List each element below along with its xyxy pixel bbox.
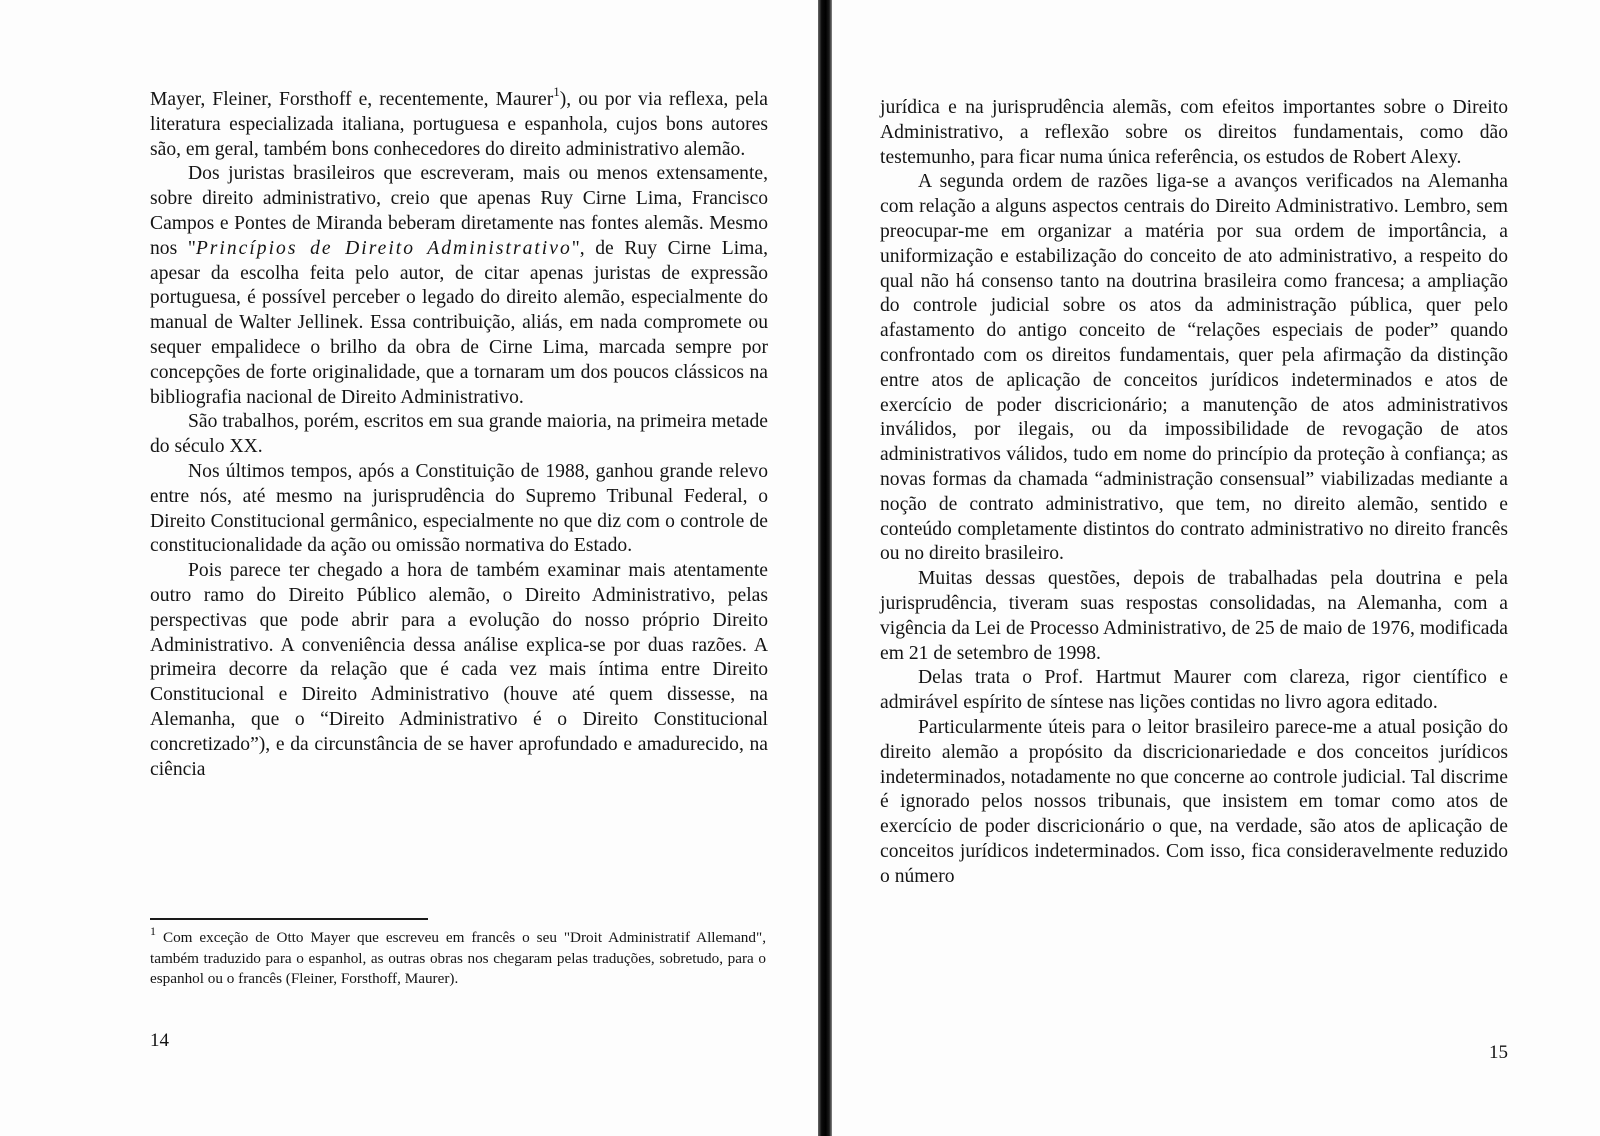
book-gutter [818,0,832,1136]
paragraph: Nos últimos tempos, após a Constituição de 1988, ganhou grande relevo entre nós, até mesmo na jurisprudência do Supremo Tribunal Federal, o Direito Constitucional germânico, especialmente no que diz com o controle de constitucionalidade da ação ou omissão normativa do Estado. [150,460,768,557]
left-page-body [150,84,768,782]
footnote-marker: 1 [150,923,156,938]
page-number: 15 [1489,1042,1508,1063]
paragraph: Particularmente úteis para o leitor brasileiro parece-me a atual posição do direito alemão a propósito da discricionariedade e dos conceitos jurídicos indeterminados, notadamente no que concerne ao controle judicial. Tal discrime é ignorado pelos nossos tribunais, que insistem em tomar como atos de exercício de poder discricionário o que, na verdade, são atos de aplicação de conceitos jurídicos indeterminados. Com isso, fica consideravelmente reduzido o número [880,716,1508,887]
paragraph: Mayer, Fleiner, Forsthoff e, recentemente, Maurer$^1$), ou por via reflexa, pela literatura especializada italiana, portuguesa e espanhola, cujos bons autores são, em geral, também bons conhecedores do direito administrativo alemão. [150,84,768,160]
footnote [150,923,766,990]
paragraph: São trabalhos, porém, escritos em sua grande maioria, na primeira metade do século XX. [150,411,768,458]
right-page-body [880,96,1508,890]
paragraph: Dos juristas brasileiros que escreveram, mais ou menos extensamente, sobre direito administrativo, creio que apenas Ruy Cirne Lima, Francisco Campos e Pontes de Miranda beberam diretamente nas fontes alemãs. Mesmo nos "Princípios de Direito Administrativo", de Ruy Cirne Lima, apesar da escolha feita pelo autor, de citar apenas juristas de expressão portuguesa, é possível perceber o legado do direito alemão, especialmente do manual de Walter Jellinek. Essa contribuição, aliás, em nada compromete ou sequer empalidece o brilho da obra de Cirne Lima, marcada sempre por concepções de forte originalidade, que a tornaram um dos poucos clássicos na bibliografia nacional de Direito Administrativo. [150,163,768,408]
page-number: 14 [150,1030,169,1051]
book-title-emphasis: Princípios de Direito Administrativo [195,237,572,259]
footnote-reference: 1 [553,84,560,100]
paragraph: Delas trata o Prof. Hartmut Maurer com clareza, rigor científico e admirável espírito de síntese nas lições contidas no livro agora editado. [880,667,1508,714]
right-page [832,0,1600,1136]
paragraph: Pois parece ter chegado a hora de também examinar mais atentamente outro ramo do Direito Público alemão, o Direito Administrativo, pelas perspectivas que pode abrir para a evolução do nosso próprio Direito Administrativo. A conveniência dessa análise explica-se por duas razões. A primeira decorre da relação que é cada vez mais íntima entre Direito Constitucional e Direito Administrativo (houve até quem dissesse, na Alemanha, que o “Direito Administrativo é o Direito Constitucional concretizado”), e da circunstância de se haver aprofundado e amadurecido, na ciência [150,560,768,780]
paragraph: jurídica e na jurisprudência alemãs, com efeitos importantes sobre o Direito Administrativo, a reflexão sobre os direitos fundamentais, como dão testemunho, para ficar numa única referência, os estudos de Robert Alexy. [880,97,1508,168]
paragraph: A segunda ordem de razões liga-se a avanços verificados na Alemanha com relação a alguns aspectos centrais do Direito Administrativo. Lembro, sem preocupar-me em organizar a matéria por sua ordem de importância, a uniformização e estabilização do conceito de ato administrativo, a respeito do qual não há consenso tanto na doutrina brasileira como francesa; a ampliação do controle judicial sobre os atos da administração pública, quer pelo afastamento do antigo conceito de “relações especiais de poder” quando confrontado com os direitos fundamentais, quer pela afirmação da distinção entre atos de aplicação de conceitos jurídicos indeterminados e atos de exercício de poder discricionário; a manutenção de atos administrativos inválidos, por ilegais, ou da impossibilidade de revogação de atos administrativos válidos, tudo em nome do princípio da proteção à confiança; as novas formas da chamada “administração consensual” viabilizadas mediante a noção de contrato administrativo, que tem, no direito alemão, sentido e conteúdo completamente distintos do contrato administrativo no direito francês ou no direito brasileiro. [880,171,1508,565]
footnote-divider [150,918,428,920]
footnote-text: Com exceção de Otto Mayer que escreveu em francês o seu "Droit Administratif Allemand", também traduzido para o espanhol, as outras obras nos chegaram pelas traduções, sobretudo, para o espanhol ou o francês (Fleiner, Forsthoff, Maurer). [150,929,766,988]
paragraph: Muitas dessas questões, depois de trabalhadas pela doutrina e pela jurisprudência, tiveram suas respostas consolidadas, na Alemanha, com a vigência da Lei de Processo Administrativo, de 25 de maio de 1976, modificada em 21 de setembro de 1998. [880,568,1508,664]
